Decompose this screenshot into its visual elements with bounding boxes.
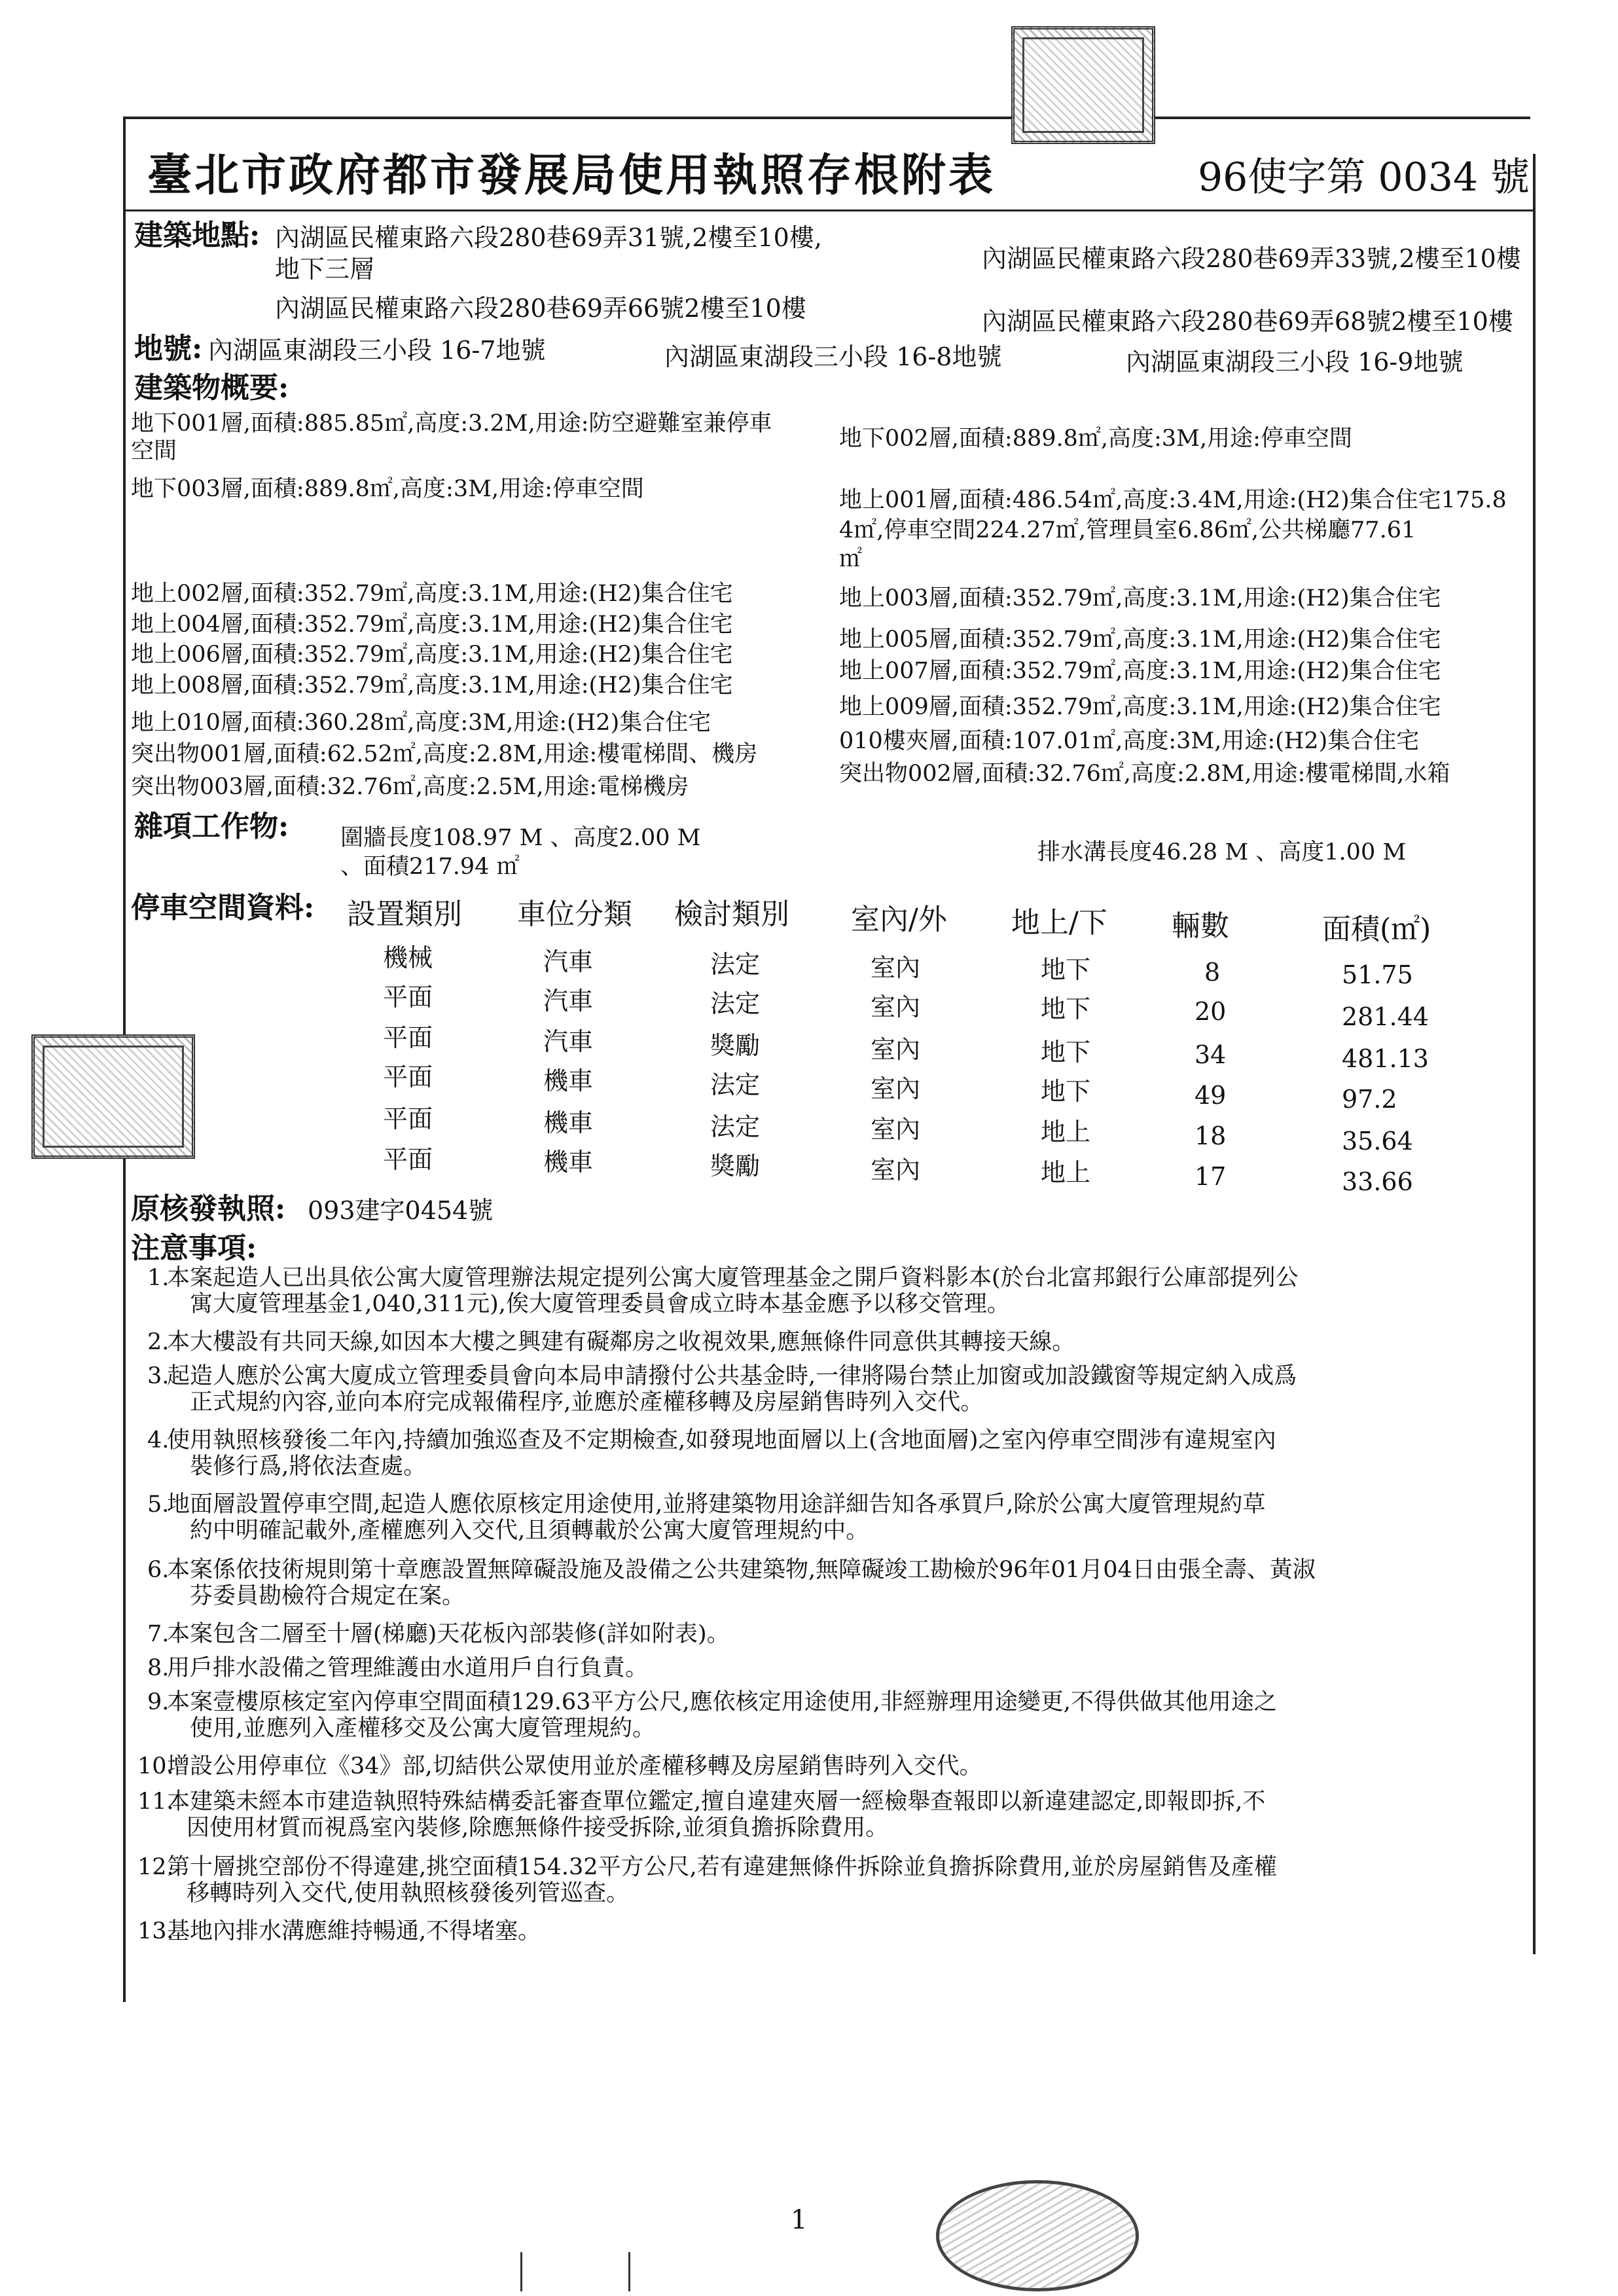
note-9: [147, 1689, 1528, 1741]
note-number: 7.: [147, 1621, 170, 1647]
wall-line-1: 圍牆長度108.97 M 、高度2.00 M: [340, 825, 701, 851]
note-text-line-2: 因使用材質而視爲室內裝修,除應無條件接受拆除,並須負擔拆除費用。: [187, 1815, 889, 1841]
drain-line: 排水溝長度46.28 M 、高度1.00 M: [1037, 839, 1407, 866]
cell-type: 平面: [383, 1063, 433, 1091]
cell-count: 20: [1195, 997, 1227, 1026]
license-number: 96使字第 0034 號: [1198, 155, 1530, 200]
note-number: 10.: [137, 1753, 174, 1779]
frame-top-line: [123, 117, 1530, 119]
cell-level: 地上: [1041, 1118, 1091, 1146]
floor-right-2: 地上005層,面積:352.79㎡,高度:3.1M,用途:(H2)集合住宅: [839, 627, 1441, 653]
lot-2: 內湖區東湖段三小段 16-8地號: [664, 342, 1002, 371]
note-number: 3.: [147, 1363, 170, 1389]
left-official-stamp: [31, 1034, 195, 1159]
address-line-2: 內湖區民權東路六段280巷69弄33號,2樓至10樓: [982, 244, 1521, 273]
address-line-4: 內湖區民權東路六段280巷69弄68號2樓至10樓: [982, 307, 1513, 336]
cell-count: 18: [1195, 1121, 1227, 1150]
cell-level: 地下: [1041, 955, 1091, 984]
floor-left-5: 地上010層,面積:360.28㎡,高度:3M,用途:(H2)集合住宅: [131, 710, 711, 736]
notes-label: 注意事項:: [131, 1231, 257, 1265]
floor-left-3: 地上006層,面積:352.79㎡,高度:3.1M,用途:(H2)集合住宅: [131, 642, 733, 668]
note-text-line-2: 寓大廈管理基金1,040,311元),俟大廈管理委員會成立時本基金應予以移交管理。: [190, 1291, 1010, 1317]
lot-1: 內湖區東湖段三小段 16-7地號: [208, 336, 546, 365]
note-number: 6.: [147, 1557, 170, 1583]
cell-level: 地下: [1041, 1038, 1091, 1066]
parking-header-3: 檢討類別: [674, 898, 789, 931]
note-number: 4.: [147, 1427, 170, 1453]
note-text-line-2: 使用,並應列入產權移交及公寓大廈管理規約。: [190, 1715, 656, 1741]
bottom-round-seal: [936, 2180, 1139, 2291]
note-text-line-2: 移轉時列入交代,使用執照核發後列管巡查。: [187, 1880, 630, 1906]
cell-vehicle: 汽車: [543, 1027, 594, 1056]
floor-right-5: 010樓夾層,面積:107.01㎡,高度:3M,用途:(H2)集合住宅: [839, 728, 1420, 754]
address-label: 建築地點:: [134, 219, 261, 252]
lot-label: 地號:: [134, 332, 203, 365]
floor-left-1: 地上002層,面積:352.79㎡,高度:3.1M,用途:(H2)集合住宅: [131, 581, 733, 607]
cell-review: 法定: [710, 989, 761, 1018]
cell-level: 地下: [1041, 994, 1091, 1023]
wall-line-2: 、面積217.94 ㎡: [340, 854, 520, 880]
note-8: [147, 1655, 1528, 1681]
note-6: [147, 1557, 1528, 1609]
ground-1-line-1: 地上001層,面積:486.54㎡,高度:3.4M,用途:(H2)集合住宅175.8: [839, 487, 1507, 513]
cell-type: 平面: [383, 1145, 433, 1174]
cell-inout: 室內: [871, 953, 921, 982]
floor-right-4: 地上009層,面積:352.79㎡,高度:3.1M,用途:(H2)集合住宅: [839, 694, 1441, 720]
cell-count: 49: [1195, 1081, 1227, 1110]
address-line-1b: 地下三層: [275, 255, 375, 283]
note-text-line-1: 第十層挑空部份不得違建,挑空面積154.32平方公尺,若有違建無條件拆除並負擔拆除費用,並於房屋銷售及產權: [167, 1854, 1277, 1880]
header-divider: [123, 210, 1534, 211]
cell-area: 51.75: [1342, 960, 1413, 989]
basement-1-line-2: 空間: [131, 438, 177, 464]
note-text-line-1: 地面層設置停車空間,起造人應依原核定用途使用,並將建築物用途詳細告知各承買戶,除於公寓大廈管理規約草: [167, 1491, 1266, 1518]
note-number: 5.: [147, 1491, 170, 1518]
note-number: 8.: [147, 1655, 170, 1681]
note-text-line-1: 本案係依技術規則第十章應設置無障礙設施及設備之公共建築物,無障礙竣工勘檢於96年01月04日由張全壽、黃淑: [167, 1557, 1316, 1583]
note-number: 2.: [147, 1329, 170, 1355]
cell-area: 33.66: [1342, 1167, 1413, 1196]
cell-review: 法定: [710, 950, 761, 979]
scan-mark: [520, 2252, 522, 2291]
basement-3: 地下003層,面積:889.8㎡,高度:3M,用途:停車空間: [131, 476, 644, 502]
frame-right-line: [1533, 154, 1536, 1954]
note-text-line-1: 基地內排水溝應維持暢通,不得堵塞。: [167, 1918, 541, 1944]
note-number: 13.: [137, 1918, 174, 1944]
basement-2: 地下002層,面積:889.8㎡,高度:3M,用途:停車空間: [839, 426, 1352, 452]
original-license-value: 093建字0454號: [308, 1196, 494, 1225]
cell-review: 獎勵: [710, 1152, 761, 1180]
note-text-line-1: 使用執照核發後二年內,持續加強巡查及不定期檢查,如發現地面層以上(含地面層)之室內停車空間涉有違規室內: [167, 1427, 1276, 1453]
cell-vehicle: 汽車: [543, 987, 594, 1015]
note-number: 12.: [137, 1854, 174, 1880]
note-text-line-1: 本建築未經本市建造執照特殊結構委託審查單位鑑定,擅自違建夾層一經檢舉查報即以新違建認定,即報即拆,不: [167, 1789, 1266, 1815]
cell-count: 34: [1195, 1040, 1227, 1069]
note-text-line-1: 用戶排水設備之管理維護由水道用戶自行負責。: [167, 1655, 649, 1681]
misc-works-label: 雜項工作物:: [134, 810, 289, 843]
note-4: [147, 1427, 1528, 1480]
note-number: 11.: [137, 1789, 174, 1815]
cell-vehicle: 機車: [543, 1066, 594, 1095]
cell-inout: 室內: [871, 1115, 921, 1144]
floor-left-4: 地上008層,面積:352.79㎡,高度:3.1M,用途:(H2)集合住宅: [131, 672, 733, 699]
cell-review: 法定: [710, 1112, 761, 1141]
note-number: 9.: [147, 1689, 170, 1715]
page-number: 1: [791, 2205, 808, 2235]
cell-level: 地下: [1041, 1077, 1091, 1106]
cell-vehicle: 汽車: [543, 947, 594, 976]
note-number: 1.: [147, 1265, 170, 1291]
cell-inout: 室內: [871, 1074, 921, 1103]
cell-inout: 室內: [871, 1156, 921, 1184]
address-line-3: 內湖區民權東路六段280巷69弄66號2樓至10樓: [275, 294, 806, 323]
parking-header-2: 車位分類: [517, 898, 632, 931]
note-text-line-2: 正式規約內容,並向本府完成報備程序,並應於產權移轉及房屋銷售時列入交代。: [190, 1389, 984, 1415]
ground-1-line-3: ㎡: [839, 546, 863, 572]
floor-right-1: 地上003層,面積:352.79㎡,高度:3.1M,用途:(H2)集合住宅: [839, 585, 1441, 611]
note-3: [147, 1363, 1528, 1415]
cell-review: 獎勵: [710, 1031, 761, 1060]
note-text-line-1: 本案壹樓原核定室內停車空間面積129.63平方公尺,應依核定用途使用,非經辦理用途變更,不得供做其他用途之: [167, 1689, 1277, 1715]
lot-3: 內湖區東湖段三小段 16-9地號: [1126, 348, 1464, 376]
note-7: [147, 1621, 1528, 1647]
address-line-1: 內湖區民權東路六段280巷69弄31號,2樓至10樓,: [275, 223, 822, 252]
note-text-line-2: 芬委員勘檢符合規定在案。: [190, 1583, 465, 1609]
cell-review: 法定: [710, 1070, 761, 1099]
top-official-stamp: [1011, 26, 1155, 144]
cell-area: 35.64: [1342, 1127, 1413, 1156]
note-text-line-2: 約中明確記載外,產權應列入交代,且須轉載於公寓大廈管理規約中。: [190, 1518, 869, 1544]
note-1: [147, 1265, 1528, 1317]
cell-type: 平面: [383, 983, 433, 1011]
cell-inout: 室內: [871, 1035, 921, 1064]
overview-label: 建築物概要:: [134, 371, 289, 405]
cell-type: 機械: [383, 943, 433, 972]
note-13: [137, 1918, 1528, 1944]
cell-type: 平面: [383, 1104, 433, 1133]
floor-right-6: 突出物002層,面積:32.76㎡,高度:2.8M,用途:樓電梯間,水箱: [839, 761, 1450, 787]
cell-area: 281.44: [1342, 1002, 1429, 1031]
cell-type: 平面: [383, 1023, 433, 1052]
original-license-label: 原核發執照:: [131, 1192, 286, 1226]
cell-vehicle: 機車: [543, 1148, 594, 1176]
floor-left-6: 突出物001層,面積:62.52㎡,高度:2.8M,用途:樓電梯間、機房: [131, 741, 758, 767]
scan-mark: [628, 2252, 630, 2291]
note-12: [137, 1854, 1528, 1906]
note-text-line-1: 起造人應於公寓大廈成立管理委員會向本局申請撥付公共基金時,一律將陽台禁止加窗或加設鐵窗等規定納入成爲: [167, 1363, 1297, 1389]
cell-area: 481.13: [1342, 1044, 1429, 1073]
parking-header-4: 室內/外: [851, 903, 947, 936]
note-text-line-1: 本大樓設有共同天線,如因本大樓之興建有礙鄰房之收視效果,應無條件同意供其轉接天線。: [167, 1329, 1075, 1355]
parking-header-5: 地上/下: [1011, 906, 1107, 939]
cell-level: 地上: [1041, 1158, 1091, 1187]
note-11: [137, 1789, 1528, 1841]
ground-1-line-2: 4㎡,停車空間224.27㎡,管理員室6.86㎡,公共梯廳77.61: [839, 517, 1416, 543]
floor-right-3: 地上007層,面積:352.79㎡,高度:3.1M,用途:(H2)集合住宅: [839, 658, 1441, 684]
note-text-line-1: 本案包含二層至十層(梯廳)天花板內部裝修(詳如附表)。: [167, 1621, 730, 1647]
note-10: [137, 1753, 1528, 1779]
cell-vehicle: 機車: [543, 1108, 594, 1137]
note-text-line-1: 本案起造人已出具依公寓大廈管理辦法規定提列公寓大廈管理基金之開戶資料影本(於台北富邦銀行公庫部提列公: [167, 1265, 1299, 1291]
note-2: [147, 1329, 1528, 1355]
floor-left-7: 突出物003層,面積:32.76㎡,高度:2.5M,用途:電梯機房: [131, 774, 689, 800]
parking-header-6: 輛數: [1172, 909, 1229, 943]
cell-inout: 室內: [871, 993, 921, 1021]
note-text-line-2: 裝修行爲,將依法查處。: [190, 1453, 427, 1480]
parking-header-1: 設置類別: [347, 898, 462, 931]
note-5: [147, 1491, 1528, 1544]
document-title: 臺北市政府都市發展局使用執照存根附表: [147, 149, 996, 202]
parking-label: 停車空間資料:: [131, 891, 315, 924]
basement-1-line-1: 地下001層,面積:885.85㎡,高度:3.2M,用途:防空避難室兼停車: [131, 410, 772, 437]
parking-header-7: 面積(㎡): [1322, 913, 1431, 946]
note-text-line-1: 增設公用停車位《34》部,切結供公眾使用並於產權移轉及房屋銷售時列入交代。: [167, 1753, 982, 1779]
cell-count: 17: [1195, 1162, 1227, 1191]
cell-count: 8: [1204, 958, 1221, 987]
floor-left-2: 地上004層,面積:352.79㎡,高度:3.1M,用途:(H2)集合住宅: [131, 611, 733, 638]
cell-area: 97.2: [1342, 1085, 1397, 1114]
